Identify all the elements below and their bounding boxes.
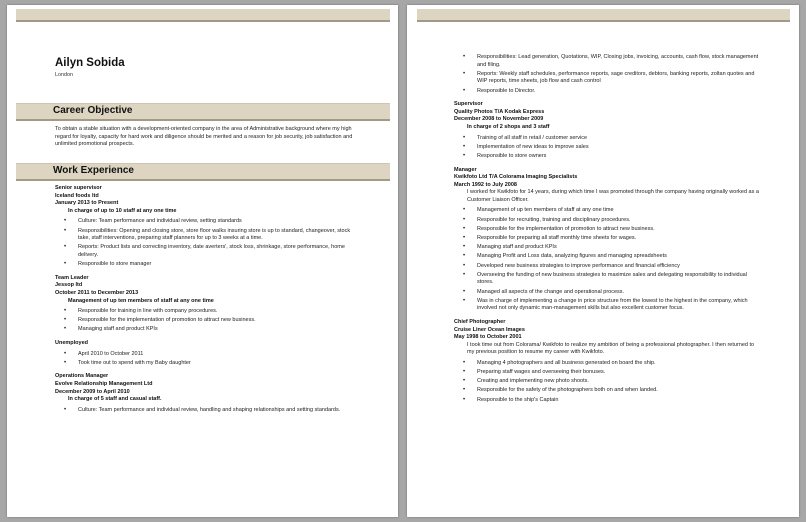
job-summary: I worked for Kwikfoto for 14 years, during which time I was promoted through the company having originally worked as a Customer Liaison Officer.	[467, 189, 759, 203]
job-dates: December 2008 to November 2009	[454, 116, 544, 123]
job-company: Jessop ltd	[55, 282, 83, 289]
list-item: • Reports: Product lists and correcting inventory, date averters', stock loss, shrinkage, store performance, home delivery.	[55, 244, 359, 259]
job-company: Kwikfoto Ltd T/A Colorama Imaging Specialists	[454, 174, 578, 181]
career-objective-heading	[16, 103, 390, 121]
list-item: • Culture: Team performance and individual review, setting standards	[55, 218, 359, 226]
list-item: • Preparing staff wages and overseeing their bonuses.	[454, 369, 759, 377]
job-summary: I took time out from Colorama/ Kwikfoto to realize my ambition of being a professional photographer. I then returned to my previous position to resume my career with Kwikfoto.	[467, 341, 755, 356]
list-item: • April 2010 to October 2011	[55, 351, 359, 359]
job-bullets	[454, 360, 759, 404]
list-item: • Implementation of new ideas to improve sales	[454, 144, 759, 152]
list-item: • Managing Profit and Loss data, analyzing figures and managing spreadsheets	[454, 253, 759, 261]
job-entry	[454, 101, 759, 160]
job-bullets	[55, 407, 359, 415]
job-title: Operations Manager	[55, 373, 109, 380]
job-summary: Management of up ten members of staff at any one time	[68, 297, 214, 304]
job-bullets	[55, 218, 359, 268]
list-item: • Responsible for training in line with company procedures.	[55, 308, 359, 316]
job-summary: In charge of 5 staff and casual staff.	[68, 396, 162, 403]
list-item: • Responsibilities: Opening and closing store, store floor walks insuring store is up to standard, changeover, stock take, staff interventions, preparing staff planners for up to 3 weeks at a time.	[55, 228, 359, 243]
list-item: • Culture: Team performance and individual review, handling and shaping relationships and setting standards.	[55, 407, 359, 415]
job-dates: May 1998 to October 2001	[454, 334, 522, 341]
job-dates: March 1992 to July 2008	[454, 181, 517, 188]
job-bullets	[55, 351, 359, 368]
job-summary: In charge of 2 shops and 3 staff	[467, 123, 550, 130]
job-bullets	[454, 135, 759, 161]
job-title: Unemployed	[55, 340, 89, 347]
list-item: • Responsible for the safety of the photographers both on and when landed.	[454, 387, 759, 395]
list-item: • Responsible for preparing all staff monthly time sheets for wages.	[454, 235, 759, 243]
list-item: • Management of up ten members of staff at any one time	[454, 207, 759, 215]
list-item: • Responsible to Director.	[454, 88, 759, 96]
job-entry	[55, 275, 359, 334]
job-company: Evolve Relationship Management Ltd	[55, 381, 153, 388]
list-item: • Managing staff and product KPIs	[55, 326, 359, 334]
list-item: • Was in charge of implementing a change in price structure from the lowest to the highest in the company, which involved not only dynamic man-management skills but also excellent customer focus.	[454, 298, 759, 313]
job-title: Chief Photographer	[454, 318, 506, 325]
list-item: • Managing 4 photographers and all business generated on board the ship.	[454, 360, 759, 368]
job-company: Quality Photos T/A Kodak Express	[454, 108, 545, 115]
job-entry	[55, 373, 359, 414]
job-title: Senior supervisor	[55, 185, 102, 191]
job-company: Iceland foods ltd	[55, 192, 99, 199]
resume-page-2	[407, 5, 799, 517]
job-dates: January 2013 to Present	[55, 200, 119, 207]
list-item: • Managed all aspects of the change and operational process.	[454, 289, 759, 297]
continued-bullets	[454, 54, 759, 95]
list-item: • Reports: Weekly staff schedules, performance reports, sage creditors, debtors, banking reports, zoltan quotes and WIP reports, time sheets, job flow and cash control	[454, 71, 759, 86]
candidate-name: Ailyn Sobida	[55, 57, 125, 69]
list-item: • Responsible to the ship's Captain	[454, 397, 759, 405]
job-bullets	[454, 207, 759, 312]
experience-list-page-2	[454, 54, 759, 406]
experience-list-page-1	[55, 185, 359, 416]
job-summary: In charge of up to 10 staff at any one time	[68, 207, 177, 214]
section-title: Career Objective	[53, 105, 133, 116]
objective-text: To obtain a stable situation with a development-oriented company in the area of Administrative background where my high regard for loyalty, capacity for hard work and diligence should be merited and a reason for job security, job satisfaction and unlimited promotional prospects.	[55, 126, 353, 148]
list-item: • Managing staff and product KPIs	[454, 244, 759, 252]
objective-block	[55, 126, 353, 149]
job-title: Team Leader	[55, 274, 89, 281]
list-item: • Responsible to store manager	[55, 261, 359, 269]
job-dates: October 2011 to December 2013	[55, 289, 139, 296]
list-item: • Responsible for the implementation of promotion to attract new business.	[55, 317, 359, 325]
page-header-band	[417, 9, 790, 22]
candidate-location: London	[55, 72, 73, 78]
list-item: • Responsible for the implementation of promotion to attract new business.	[454, 226, 759, 234]
list-item: • Creating and implementing new photo shoots.	[454, 378, 759, 386]
resume-page-1	[7, 5, 398, 517]
job-entry	[55, 340, 359, 367]
job-entry	[454, 167, 759, 313]
page-header-band	[16, 9, 390, 22]
job-entry	[55, 185, 359, 269]
list-item: • Training of all staff in retail / customer service	[454, 135, 759, 143]
section-title: Work Experience	[53, 165, 134, 176]
work-experience-heading	[16, 163, 390, 181]
list-item: • Responsibilities: Lead generation, Quotations, WIP, Closing jobs, invoicing, accounts, cash flow, stock management and filing.	[454, 54, 759, 69]
job-dates: December 2009 to April 2010	[55, 388, 130, 395]
list-item: • Developed new business strategies to improve performance and financial efficiency	[454, 263, 759, 271]
list-item: • Responsible to store owners	[454, 153, 759, 161]
job-bullets	[55, 308, 359, 334]
list-item: • Overseeing the funding of new business strategies to maximize sales and delegating responsibility to individual stores.	[454, 272, 759, 287]
list-item: • Responsible for recruiting, training and disciplinary procedures.	[454, 217, 759, 225]
job-title: Supervisor	[454, 101, 483, 108]
job-entry	[454, 319, 759, 404]
list-item: • Took time out to spend with my Baby daughter	[55, 360, 359, 368]
job-company: Cruise Liner Ocean Images	[454, 326, 525, 333]
job-title: Manager	[454, 166, 477, 173]
